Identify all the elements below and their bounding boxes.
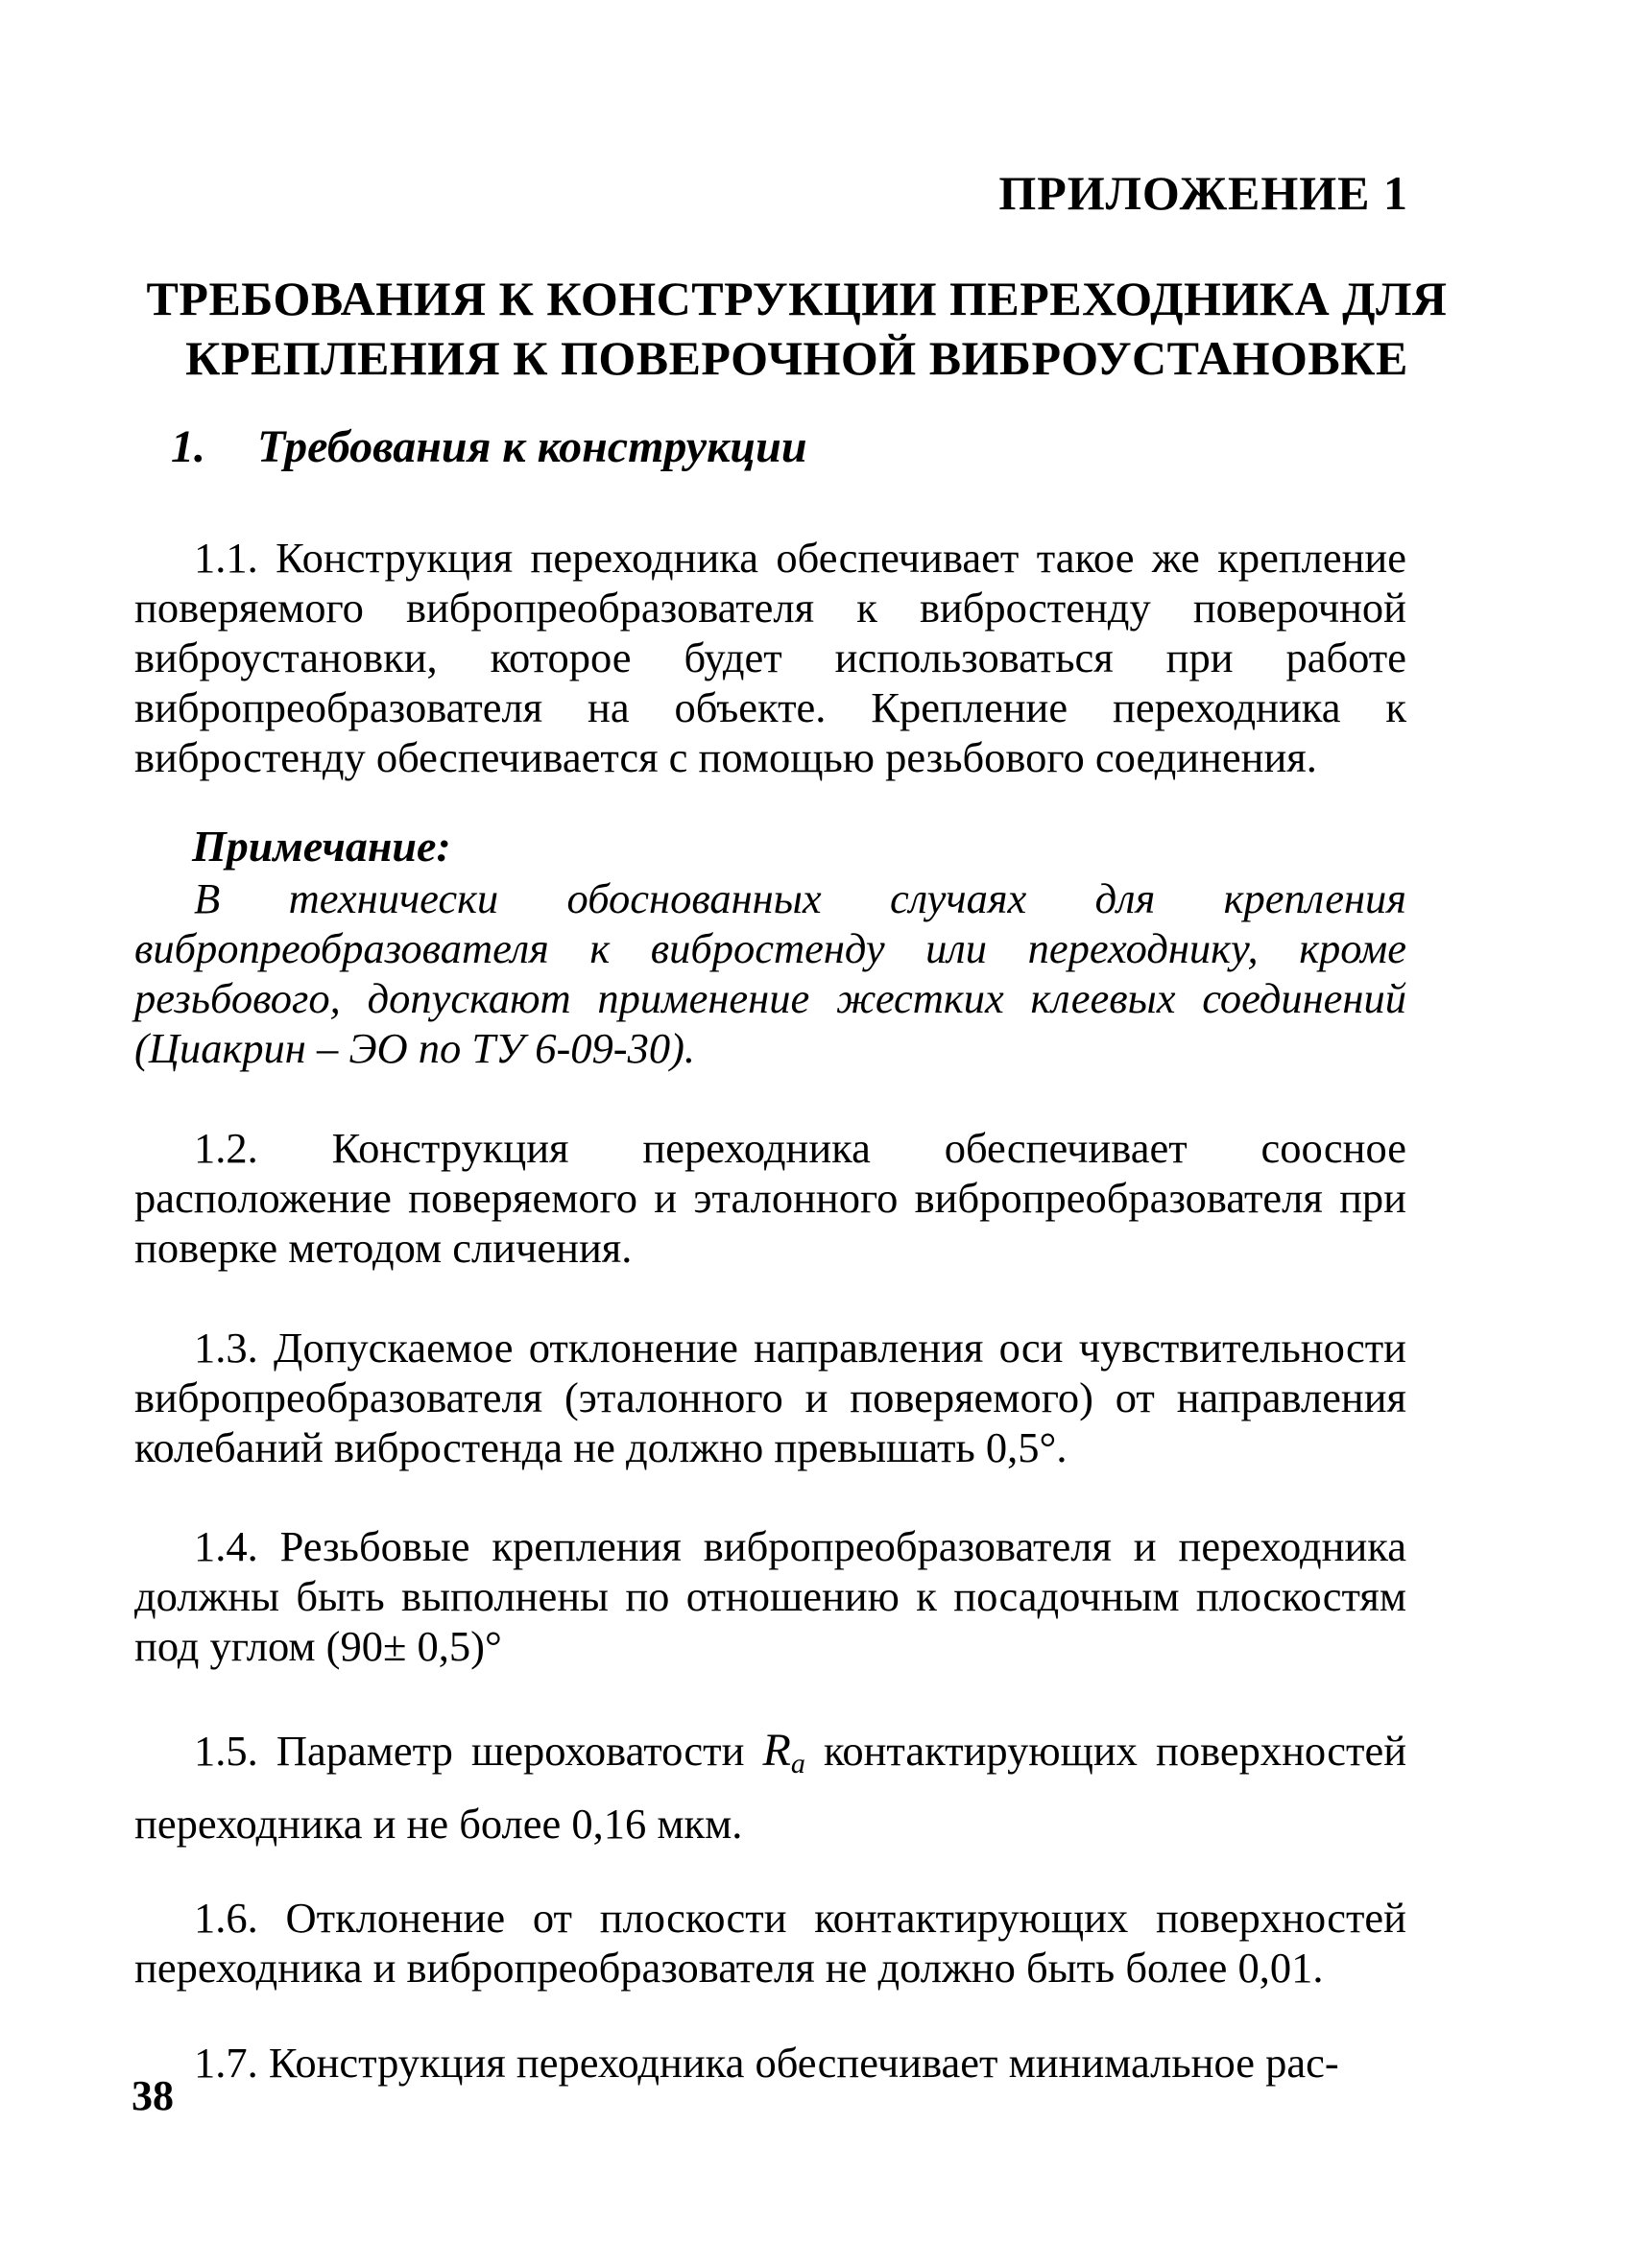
document-title bbox=[134, 269, 1459, 388]
paragraph-1-6: 1.6. Отклонение от плоскости контактирующих поверхностей переходника и вибропреобразователя не должно быть более 0,01. bbox=[134, 1894, 1406, 1992]
paragraph-1-1: 1.1. Конструкция переходника обеспечивает такое же крепление поверяемого вибропреобразователя к вибростенду поверочной виброустановки, которое будет использоваться при работе вибропреобразователя на объекте. Крепление переходника к вибростенду обеспечивается с помощью резьбового соединения. bbox=[134, 534, 1406, 781]
section-heading bbox=[171, 420, 807, 473]
section-number: 1. bbox=[171, 421, 205, 472]
title-line-2: КРЕПЛЕНИЯ К ПОВЕРОЧНОЙ ВИБРОУСТАНОВКЕ bbox=[185, 331, 1408, 385]
paragraph-1-7: 1.7. Конструкция переходника обеспечивает минимальное рас- bbox=[194, 2039, 1339, 2087]
roughness-symbol-subscript: a bbox=[790, 1748, 805, 1779]
note-text: В технически обоснованных случаях для крепления вибропреобразователя к вибростенду или переходнику, кроме резьбового, допускают применение жестких клеевых соединений (Циакрин – ЭО по ТУ 6-09-30). bbox=[134, 874, 1406, 1072]
appendix-label: ПРИЛОЖЕНИЕ 1 bbox=[998, 166, 1408, 220]
paragraph-1-2: 1.2. Конструкция переходника обеспечивает соосное расположение поверяемого и эталонного вибропреобразователя при поверке методом сличения. bbox=[134, 1124, 1406, 1272]
roughness-symbol bbox=[762, 1725, 805, 1779]
page-number: 38 bbox=[132, 2072, 174, 2119]
note-label: Примечание: bbox=[192, 822, 451, 871]
roughness-symbol-letter: R bbox=[762, 1725, 791, 1776]
title-line-1: ТРЕБОВАНИЯ К КОНСТРУКЦИИ ПЕРЕХОДНИКА ДЛЯ bbox=[146, 272, 1448, 325]
paragraph-1-3: 1.3. Допускаемое отклонение направления оси чувствительности вибропреобразователя (эталонного и поверяемого) от направления колебаний вибростенда не должно превышать 0,5°. bbox=[134, 1324, 1406, 1471]
section-title: Требования к конструкции bbox=[257, 421, 807, 472]
paragraph-1-5-before: 1.5. Параметр шероховатости bbox=[194, 1727, 763, 1775]
paragraph-1-4: 1.4. Резьбовые крепления вибропреобразователя и переходника должны быть выполнены по отношению к посадочным плоскостям под углом (90± 0,5)° bbox=[134, 1522, 1406, 1670]
paragraph-1-5 bbox=[134, 1721, 1406, 1853]
paragraph-1-5-after: контактирующих поверхностей переходника и не более 0,16 мкм. bbox=[134, 1727, 1407, 1848]
